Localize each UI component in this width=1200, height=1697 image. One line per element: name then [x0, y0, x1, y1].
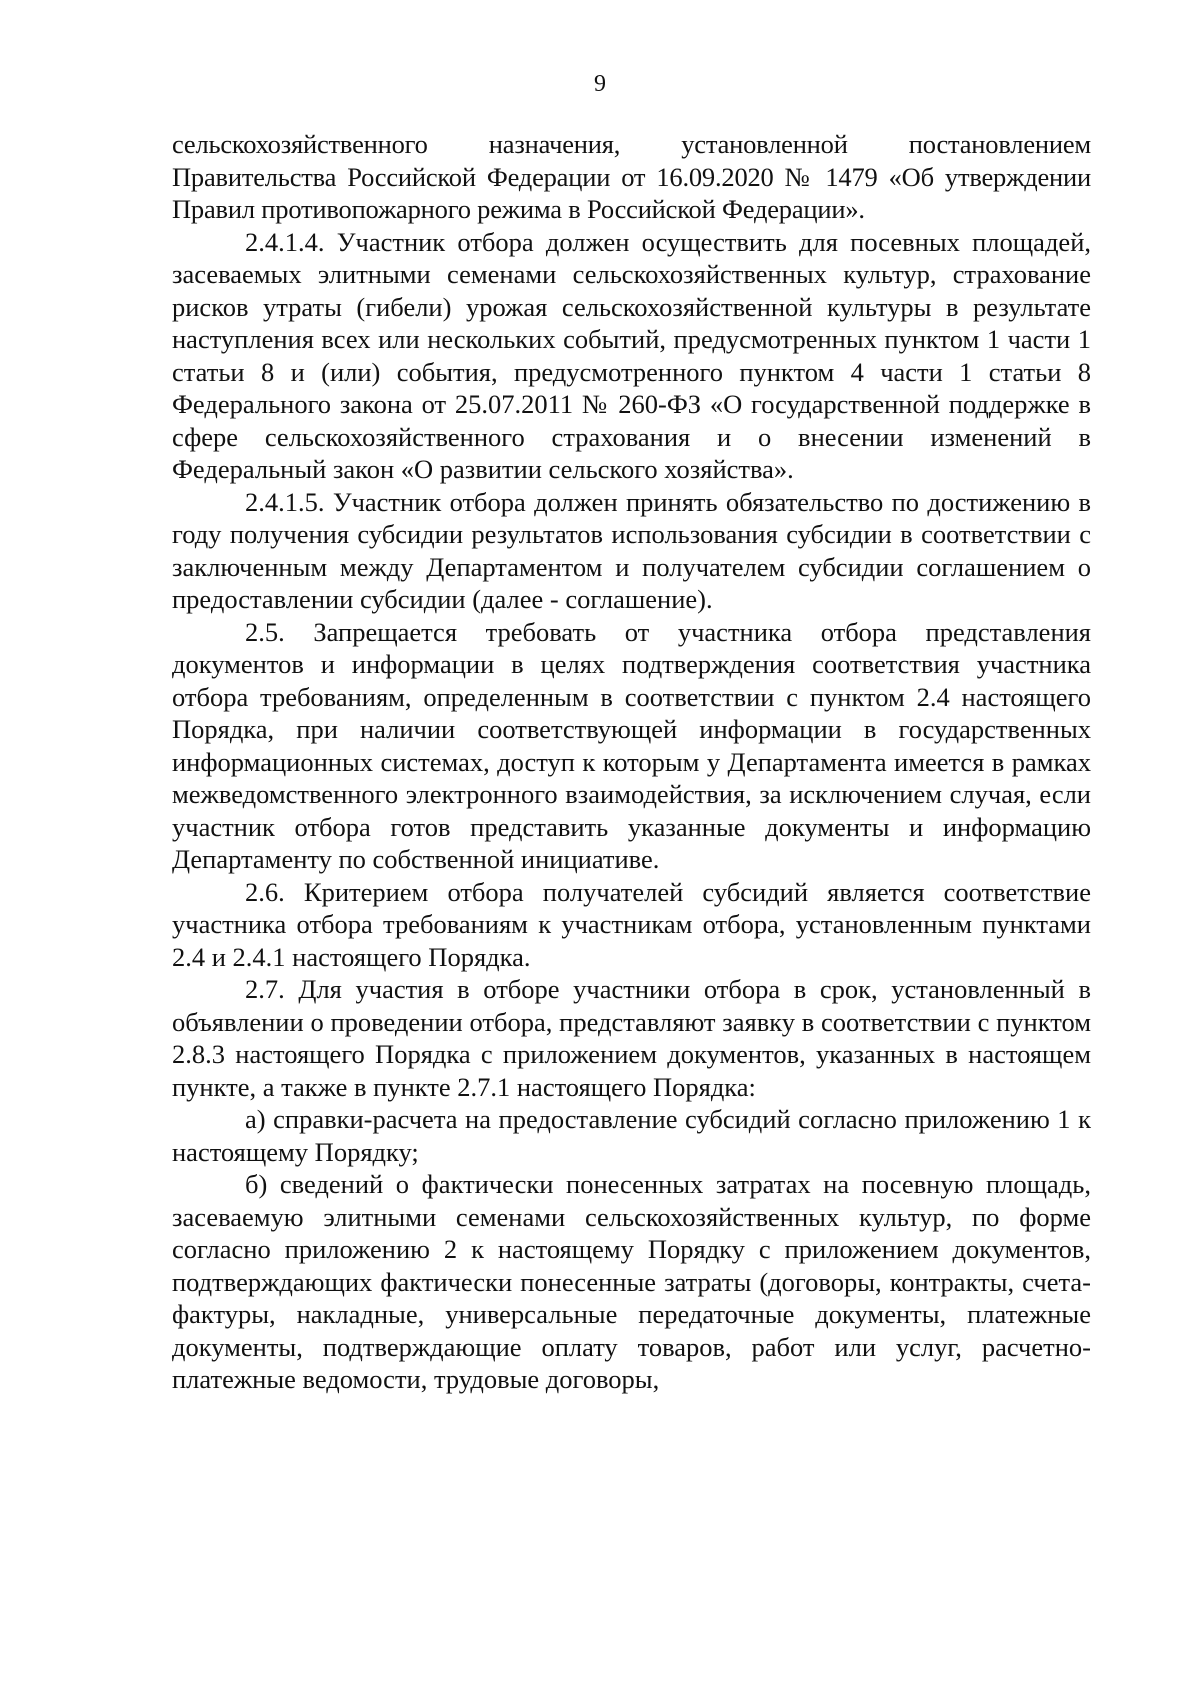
paragraph-2-7-item-b: б) сведений о фактически понесенных затратах на посевную площадь, засеваемую элитными семенами сельскохозяйственных культур, по форме согласно приложению 2 к настоящему Порядку с приложением документов, подтверждающих фактически понесенные затраты (договоры, контракты, счета-фактуры, накладные, универсальные передаточные документы, платежные документы, подтверждающие оплату товаров, работ или услуг, расчетно-платежные ведомости, трудовые договоры, — [172, 1169, 1091, 1394]
paragraph-2-7-item-a: а) справки-расчета на предоставление субсидий согласно приложению 1 к настоящему Порядку; — [172, 1104, 1091, 1167]
document-body — [172, 128, 1091, 1396]
paragraph-2-4-1-5: 2.4.1.5. Участник отбора должен принять обязательство по достижению в году получения субсидии результатов использования субсидии в соответствии с заключенным между Департаментом и получателем субсидии соглашением о предоставлении субсидии (далее - соглашение). — [172, 486, 1091, 614]
paragraph-2-5: 2.5. Запрещается требовать от участника отбора представления документов и информации в целях подтверждения соответствия участника отбора требованиям, определенным в соответствии с пунктом 2.4 настоящего Порядка, при наличии соответствующей информации в государственных информационных системах, доступ к которым у Департамента имеется в рамках межведомственного электронного взаимодействия, за исключением случая, если участник отбора готов представить указанные документы и информацию Департаменту по собственной инициативе. — [172, 616, 1091, 874]
paragraph-2-4-1-4: 2.4.1.4. Участник отбора должен осуществить для посевных площадей, засеваемых элитными семенами сельскохозяйственных культур, страхование рисков утраты (гибели) урожая сельскохозяйственной культуры в результате наступления всех или нескольких событий, предусмотренных пунктом 1 части 1 статьи 8 и (или) события, предусмотренного пунктом 4 части 1 статьи 8 Федерального закона от 25.07.2011 № 260-ФЗ «О государственной поддержке в сфере сельскохозяйственного страхования и о внесении изменений в Федеральный закон «О развитии сельского хозяйства». — [172, 226, 1091, 484]
paragraph-2-6: 2.6. Критерием отбора получателей субсидий является соответствие участника отбора требованиям к участникам отбора, установленным пунктами 2.4 и 2.4.1 настоящего Порядка. — [172, 876, 1091, 972]
paragraph-fire-regime-continuation: сельскохозяйственного назначения, установленной постановлением Правительства Российской Федерации от 16.09.2020 № 1479 «Об утверждении Правил противопожарного режима в Российской Федерации». — [172, 129, 1091, 224]
paragraph-2-7: 2.7. Для участия в отборе участники отбора в срок, установленный в объявлении о проведении отбора, представляют заявку в соответствии с пунктом 2.8.3 настоящего Порядка с приложением документов, указанных в настоящем пункте, а также в пункте 2.7.1 настоящего Порядка: — [172, 974, 1091, 1102]
page-number: 9 — [594, 71, 606, 97]
